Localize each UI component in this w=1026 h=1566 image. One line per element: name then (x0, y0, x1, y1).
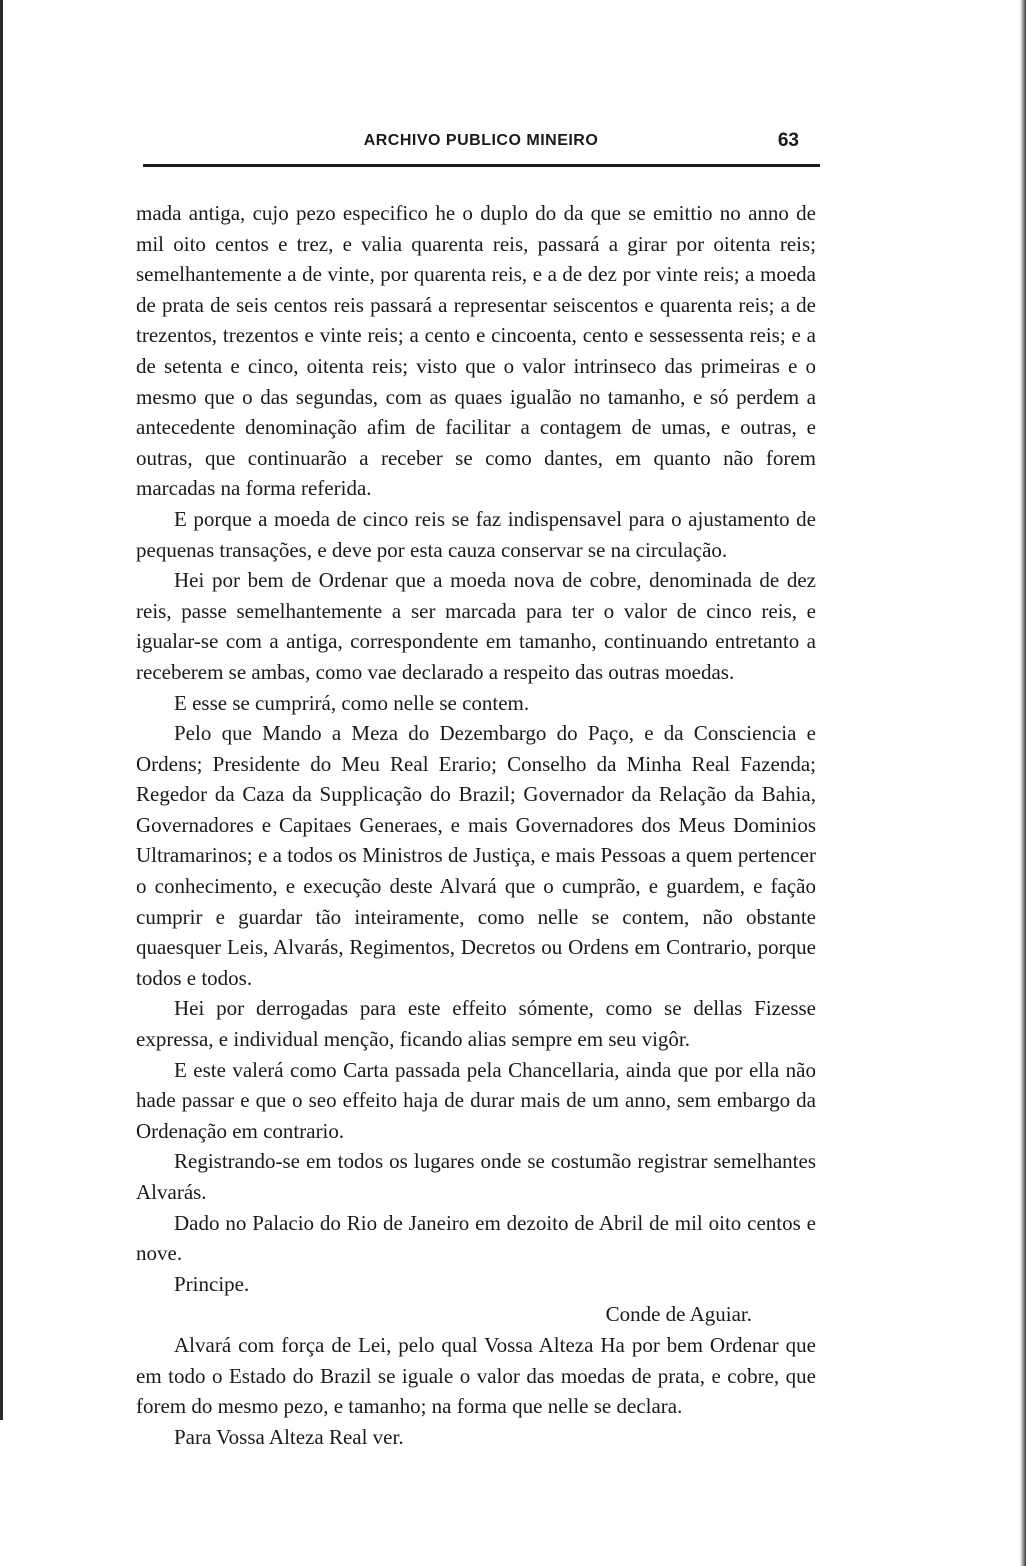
paragraph: E porque a moeda de cinco reis se faz indispensavel para o ajustamento de pequenas transações, e deve por esta cauza conservar se na circulação. (136, 506, 816, 562)
page-edge-right (1020, 0, 1026, 1566)
page-header (143, 128, 819, 162)
paragraph: E este valerá como Carta passada pela Chancellaria, ainda que por ella não hade passar e que o seo effeito haja de durar mais de um anno, sem embargo da Ordenação em contrario. (136, 1057, 816, 1143)
paragraph: Hei por bem de Ordenar que a moeda nova de cobre, denominada de dez reis, passe semelhantemente a ser marcada para ter o valor de cinco reis, e igualar-se com a antiga, correspondente em tamanho, continuando entretanto a receberem se ambas, como vae declarado a respeito das outras moedas. (136, 568, 816, 684)
page-number: 63 (777, 130, 799, 151)
running-title: ARCHIVO PUBLICO MINEIRO (363, 132, 599, 149)
document-body (136, 198, 816, 1452)
paragraph-principe: Principe. (174, 1271, 250, 1296)
signature: Conde de Aguiar. (605, 1302, 752, 1327)
paragraph: E esse se cumprirá, como nelle se contem. (174, 690, 530, 715)
paragraph: Para Vossa Alteza Real ver. (174, 1424, 404, 1449)
paragraph: Pelo que Mando a Meza do Dezembargo do Paço, e da Consciencia e Ordens; Presidente do Meu Real Erario; Conselho da Minha Real Fazenda; Regedor da Caza da Supplicação do Brazil; Governador da Relação da Bahia, Governadores e Capitaes Generaes, e mais Governadores dos Meus Dominios Ultramarinos; e a todos os Ministros de Justiça, e mais Pessoas a quem pertencer o conhecimento, e execução deste Alvará que o cumprão, e guardem, e fação cumprir e guardar tão inteiramente, como nelle se contem, não obstante quaesquer Leis, Alvarás, Regimentos, Decretos ou Ordens em Contrario, porque todos e todos. (136, 721, 816, 990)
paragraph-continued: mada antiga, cujo pezo especifico he o duplo do da que se emittio no anno de mil oito centos e trez, e valia quarenta reis, passará a girar por oitenta reis; semelhantemente a de vinte, por quarenta reis, e a de dez por vinte reis; a moeda de prata de seis centos reis passará a representar seiscentos e quarenta reis; a de trezentos, trezentos e vinte reis; a cento e cincoenta, cento e sessessenta reis; e a de setenta e cinco, oitenta reis; visto que o valor intrinseco das primeiras e o mesmo que o das segundas, com as quaes igualão no tamanho, e só perdem a antecedente denominação afim de facilitar a contagem de umas, e outras, e outras, que continuarão a receber se como dantes, em quanto não forem marcadas na forma referida. (136, 201, 816, 501)
paragraph: Registrando-se em todos os lugares onde se costumão registrar semelhantes Alvarás. (136, 1149, 816, 1204)
page-edge-left (0, 0, 3, 1420)
paragraph: Dado no Palacio do Rio de Janeiro em dezoito de Abril de mil oito centos e nove. (136, 1210, 816, 1266)
paragraph: Alvará com força de Lei, pelo qual Vossa Alteza Ha por bem Ordenar que em todo o Estado do Brazil se iguale o valor das moedas de prata, e cobre, que forem do mesmo pezo, e tamanho; na forma que nelle se declara. (136, 1332, 816, 1419)
paragraph: Hei por derrogadas para este effeito sómente, como se dellas Fizesse expressa, e individual menção, ficando alias sempre em seu vigôr. (136, 996, 816, 1052)
header-rule (143, 164, 820, 167)
